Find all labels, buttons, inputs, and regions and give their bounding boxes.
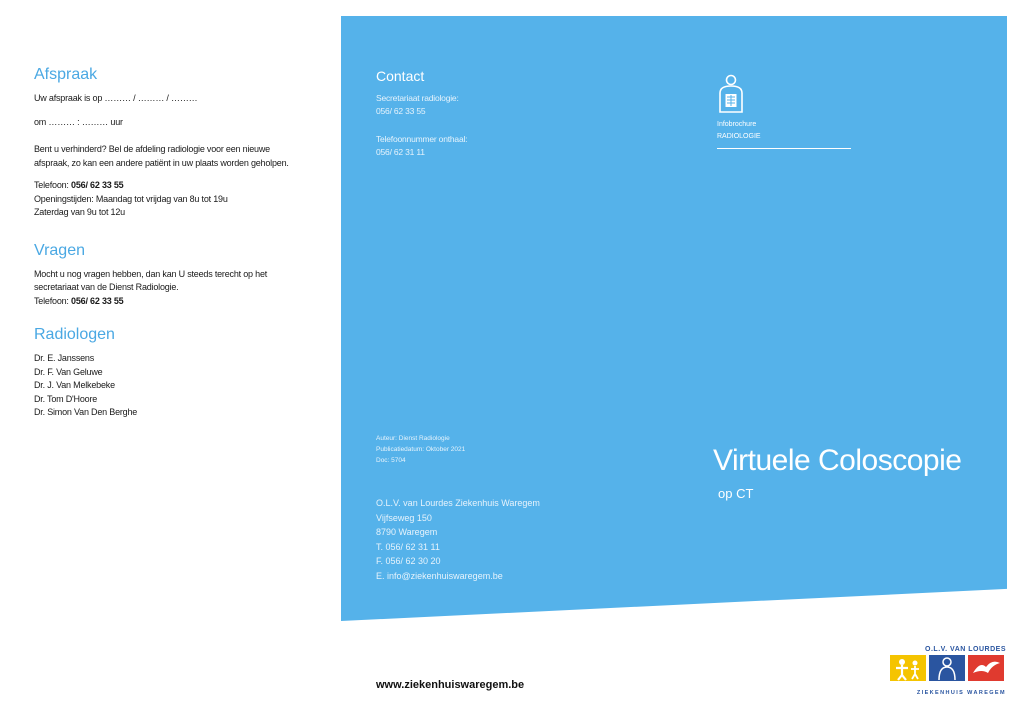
address-email: E. info@ziekenhuiswaregem.be: [376, 570, 503, 581]
onthaal-label: Telefoonnummer onthaal:: [376, 134, 468, 144]
hospital-name: O.L.V. van Lourdes Ziekenhuis Waregem: [376, 498, 540, 508]
afspraak-phone: [34, 179, 304, 193]
meta-author: Auteur: Dienst Radiologie: [376, 435, 450, 442]
afspraak-phone-value: 056/ 62 33 55: [71, 180, 124, 190]
brochure-subtitle: op CT: [718, 486, 754, 501]
opening-hours-weekdays: Openingstijden: Maandag tot vrijdag van 8u tot 19u: [34, 193, 228, 204]
logo-top-text: O.L.V. VAN LOURDES: [925, 646, 1006, 653]
address-city: 8790 Waregem: [376, 527, 438, 537]
afspraak-phone-label: Telefoon:: [34, 180, 72, 190]
appointment-time-line: om ……… : ……… uur: [34, 116, 123, 127]
onthaal-phone: 056/ 62 31 11: [376, 147, 425, 157]
radioloog-name: Dr. E. Janssens: [34, 353, 95, 363]
brochure-divider: [717, 148, 851, 149]
website-link[interactable]: www.ziekenhuiswaregem.be: [376, 679, 525, 691]
left-column: [34, 66, 304, 420]
radioloog-name: Dr. J. Van Melkebeke: [34, 380, 115, 390]
hospital-logo: [888, 646, 1006, 700]
hindered-text: Bent u verhinderd? Bel de afdeling radiologie voor een nieuwe afspraak, zo kan een andere patiënt in uw plaats worden geholpen.: [34, 144, 289, 168]
radioloog-name: Dr. F. Van Geluwe: [34, 366, 103, 377]
brochure-line2: RADIOLOGIE: [717, 133, 761, 140]
vragen-text: Mocht u nog vragen hebben, dan kan U steeds terecht op het secretariaat van de Dienst Radiologie.: [34, 268, 268, 292]
address-phone: T. 056/ 62 31 11: [376, 541, 440, 552]
vragen-phone: [34, 295, 304, 309]
vragen-phone-value: 056/ 62 33 55: [71, 295, 124, 306]
afspraak-heading: Afspraak: [34, 66, 98, 83]
opening-hours-saturday: Zaterdag van 9u tot 12u: [34, 207, 125, 217]
meta-date: Publicatiedatum: Oktober 2021: [376, 446, 466, 453]
radioloog-name: Dr. Tom D'Hoore: [34, 393, 98, 404]
meta-doc: Doc: 5704: [376, 457, 406, 464]
logo-bottom-text: ZIEKENHUIS WAREGEM: [916, 690, 1006, 696]
secretariaat-phone: 056/ 62 33 55: [376, 106, 426, 116]
appointment-date-line: Uw afspraak is op ……… / ……… / ………: [34, 93, 198, 103]
address-fax: F. 056/ 62 30 20: [376, 556, 441, 566]
logo-figures-icon: [888, 653, 1006, 683]
secretariaat-label: Secretariaat radiologie:: [376, 93, 459, 103]
vragen-heading: Vragen: [34, 241, 85, 259]
person-document-icon: [717, 74, 745, 114]
publication-meta: [376, 433, 465, 466]
vragen-phone-label: Telefoon:: [34, 295, 72, 306]
contact-block: [376, 68, 626, 159]
brochure-line1: Infobrochure: [717, 121, 757, 128]
address-street: Vijfseweg 150: [376, 512, 432, 523]
brochure-title: Virtuele Coloscopie: [713, 444, 962, 477]
radiologen-heading: Radiologen: [34, 326, 115, 343]
brochure-label: [717, 74, 852, 149]
contact-heading: Contact: [376, 68, 425, 84]
hospital-address: [376, 496, 540, 583]
radioloog-name: Dr. Simon Van Den Berghe: [34, 407, 138, 417]
